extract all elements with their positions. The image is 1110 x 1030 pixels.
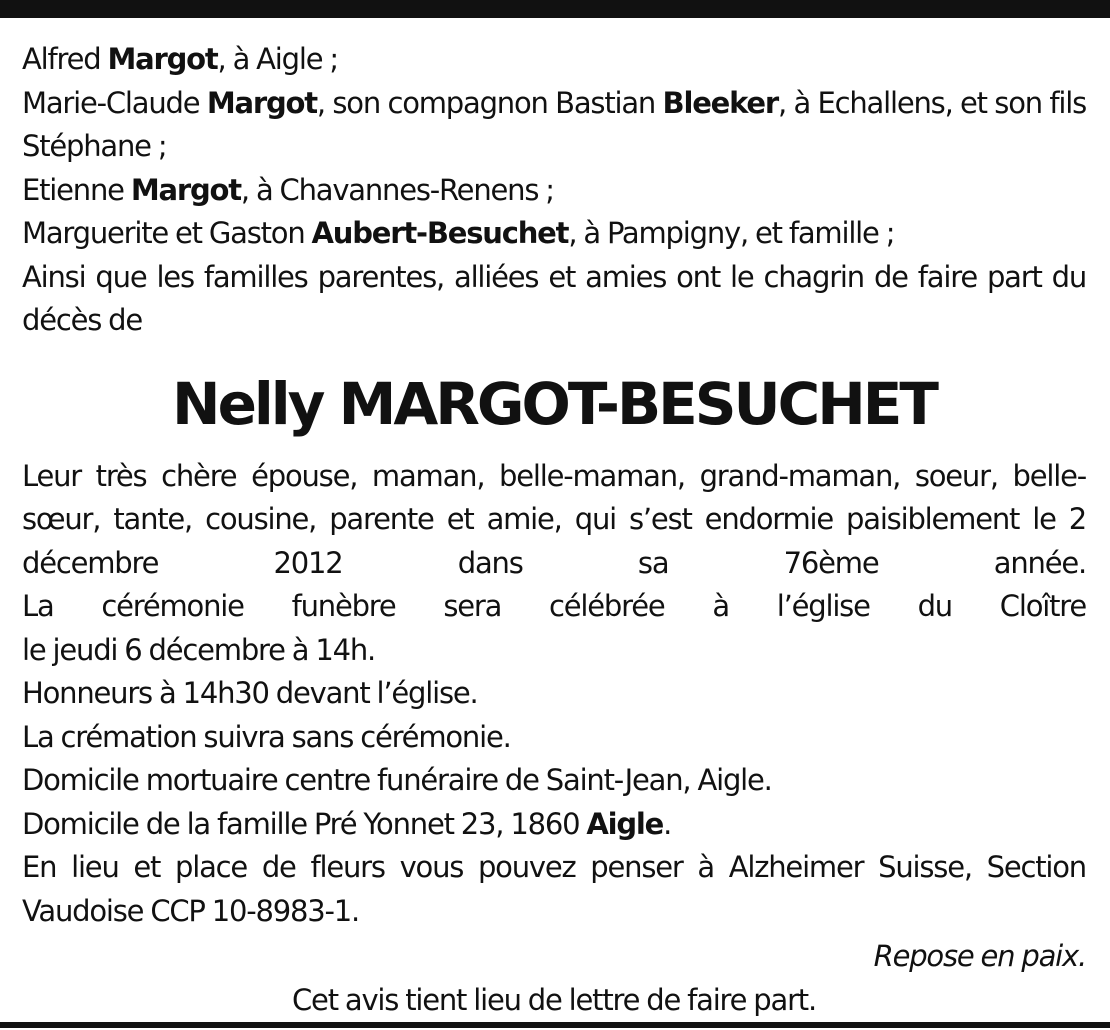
description-text: Leur très chère épouse, maman, belle-maman, grand-maman, soeur, belle-sœur, tante, cousine, parente et amie, qui s’est endormie paisiblement le 2 décembre 2012 dans sa 76ème année. bbox=[22, 458, 1086, 580]
surname: Bleeker bbox=[662, 85, 779, 120]
ceremony-text: La cérémonie funèbre sera célébrée à l’église du Cloître bbox=[22, 589, 1086, 623]
top-border-rule bbox=[0, 0, 1110, 18]
honors-text: Honneurs à 14h30 devant l’église. bbox=[22, 676, 478, 710]
surname: Margot bbox=[130, 172, 241, 207]
surname: Margot bbox=[206, 85, 317, 120]
family-home-text: Domicile de la famille Pré Yonnet 23, 1860 Aigle. bbox=[22, 806, 672, 841]
announcement-text: Ainsi que les familles parentes, alliées et amies ont le chagrin de faire part du décès de bbox=[22, 259, 1086, 337]
cremation-text: La crémation suivra sans cérémonie. bbox=[22, 719, 511, 754]
rest-in-peace: Repose en paix. bbox=[873, 939, 1086, 973]
town: Aigle bbox=[586, 806, 664, 841]
family-line-alfred: Alfred Margot, à Aigle ; bbox=[22, 42, 338, 76]
closing-notice: Cet avis tient lieu de lettre de faire part. bbox=[292, 982, 816, 1017]
surname: Margot bbox=[107, 42, 218, 76]
ceremony-date: le jeudi 6 décembre à 14h. bbox=[22, 632, 376, 667]
family-line-marguerite: Marguerite et Gaston Aubert-Besuchet, à Pampigny, et famille ; bbox=[22, 216, 895, 250]
donations-text: En lieu et place de fleurs vous pouvez penser à Alzheimer Suisse, Section Vaudoise CCP 10-8983-1. bbox=[22, 850, 1086, 928]
bottom-border-rule bbox=[0, 1022, 1110, 1028]
deceased-name: Nelly MARGOT-BESUCHET bbox=[172, 369, 936, 438]
family-line-etienne: Etienne Margot, à Chavannes-Renens ; bbox=[22, 172, 554, 207]
obituary-notice bbox=[22, 38, 1086, 1022]
family-line-marie-claude: Marie-Claude Margot, son compagnon Bastian Bleeker, à Echallens, et son fils Stéphane ; bbox=[22, 85, 1087, 163]
mortuary-text: Domicile mortuaire centre funéraire de Saint-Jean, Aigle. bbox=[22, 763, 772, 797]
surname: Aubert-Besuchet bbox=[311, 216, 569, 250]
